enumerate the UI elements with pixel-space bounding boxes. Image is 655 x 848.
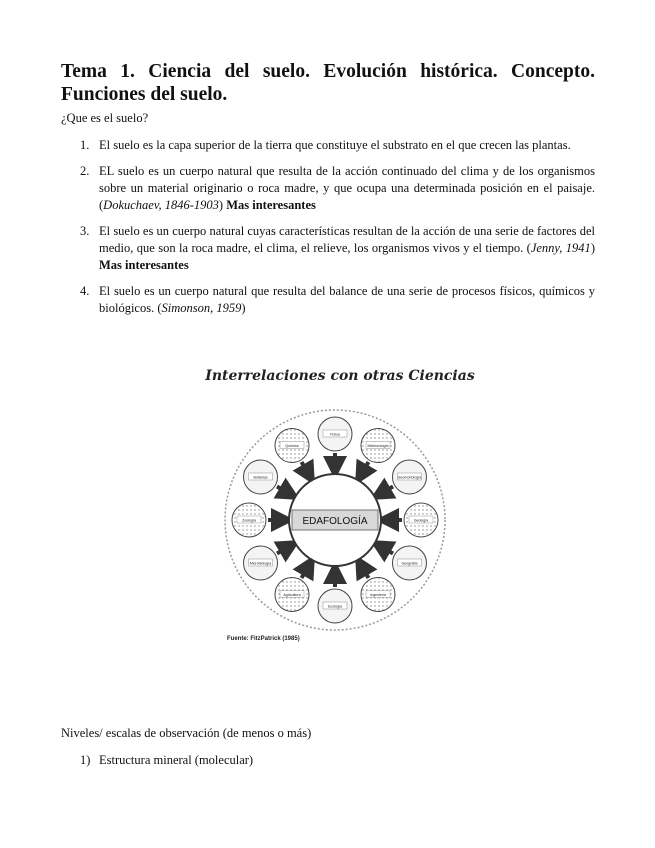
science-node <box>361 429 395 463</box>
question-text: ¿Que es el suelo? <box>61 111 149 125</box>
relation-arrow <box>302 565 310 578</box>
figure-source: Fuente: FitzPatrick (1985) <box>227 636 300 642</box>
science-label: Geomorfología <box>397 475 422 480</box>
science-label: Botánica <box>253 475 268 480</box>
science-node <box>318 417 352 451</box>
science-label: Geología <box>413 518 429 523</box>
science-node <box>361 577 395 611</box>
definition-text: El suelo es un cuerpo natural cuyas características resultan de la acción de una serie de factores del medio, que son la roca madre, el clima, el relieve, los organismos vivos y el tiempo. ( <box>99 224 595 255</box>
figure-title: Interrelaciones con otras Ciencias <box>205 368 475 384</box>
citation: Simonson, 1959 <box>161 301 242 315</box>
relation-arrow <box>361 565 369 578</box>
definitions-list <box>61 137 595 326</box>
science-label: Ingeniería <box>370 592 386 597</box>
science-label: Ecología <box>328 604 342 609</box>
interrelations-figure <box>157 352 523 645</box>
science-node <box>392 546 426 580</box>
levels-list <box>61 752 253 769</box>
definition-text: El suelo es la capa superior de la tierra que constituye el substrato en el que crecen las plantas. <box>99 138 571 152</box>
science-node <box>232 503 266 537</box>
list-item <box>61 223 595 274</box>
highlight-label: Mas interesantes <box>99 258 189 272</box>
relation-arrow <box>277 546 290 554</box>
list-number: 1) <box>80 753 91 767</box>
science-label: Agricultura <box>283 592 301 597</box>
science-label: Microbiología <box>249 561 272 566</box>
list-item <box>61 752 253 769</box>
science-label: Física <box>330 432 340 437</box>
list-item <box>61 137 595 154</box>
science-label: Química <box>285 444 299 449</box>
list-item <box>61 283 595 317</box>
center-label: EDAFOLOGÍA <box>302 516 368 527</box>
list-number: 4. <box>80 284 90 298</box>
relation-arrow <box>380 546 393 554</box>
relation-arrow <box>302 462 310 475</box>
list-number: 1. <box>80 138 90 152</box>
level-text: Estructura mineral (molecular) <box>99 753 254 767</box>
definition-text: EL suelo es un cuerpo natural que resulta de la acción continuado del clima y de los organismos sobre un material originario o roca madre, y que ocupa una determinada posición en el paisaje. ( <box>99 164 595 212</box>
citation-close: ) <box>241 301 246 315</box>
citation-close: ) <box>218 198 227 212</box>
citation: Jenny, 1941 <box>530 241 591 255</box>
relation-arrow <box>277 487 290 495</box>
list-number: 3. <box>80 224 90 238</box>
science-node <box>318 589 352 623</box>
science-diagram <box>157 352 523 645</box>
science-label: Geografía <box>401 561 418 566</box>
science-node <box>392 460 426 494</box>
science-node <box>275 577 309 611</box>
list-item <box>61 163 595 214</box>
relation-arrow <box>361 462 369 475</box>
levels-heading: Niveles/ escalas de observación (de menos o más) <box>61 726 312 740</box>
science-label: Meteorología <box>367 444 389 449</box>
science-node <box>404 503 438 537</box>
citation-close: ) <box>590 241 595 255</box>
citation: Dokuchaev, 1846-1903 <box>103 198 219 212</box>
relation-arrow <box>380 487 393 495</box>
list-number: 2. <box>80 164 90 178</box>
definition-text: El suelo es un cuerpo natural que resulta del balance de una serie de procesos físicos, químicos y biológicos. ( <box>99 284 595 315</box>
science-label: Zoología <box>242 518 256 523</box>
highlight-label: Mas interesantes <box>226 198 316 212</box>
science-node <box>244 546 278 580</box>
science-node <box>275 429 309 463</box>
page-title: Tema 1. Ciencia del suelo. Evolución histórica. Concepto. Funciones del suelo. <box>61 61 595 105</box>
science-node <box>244 460 278 494</box>
